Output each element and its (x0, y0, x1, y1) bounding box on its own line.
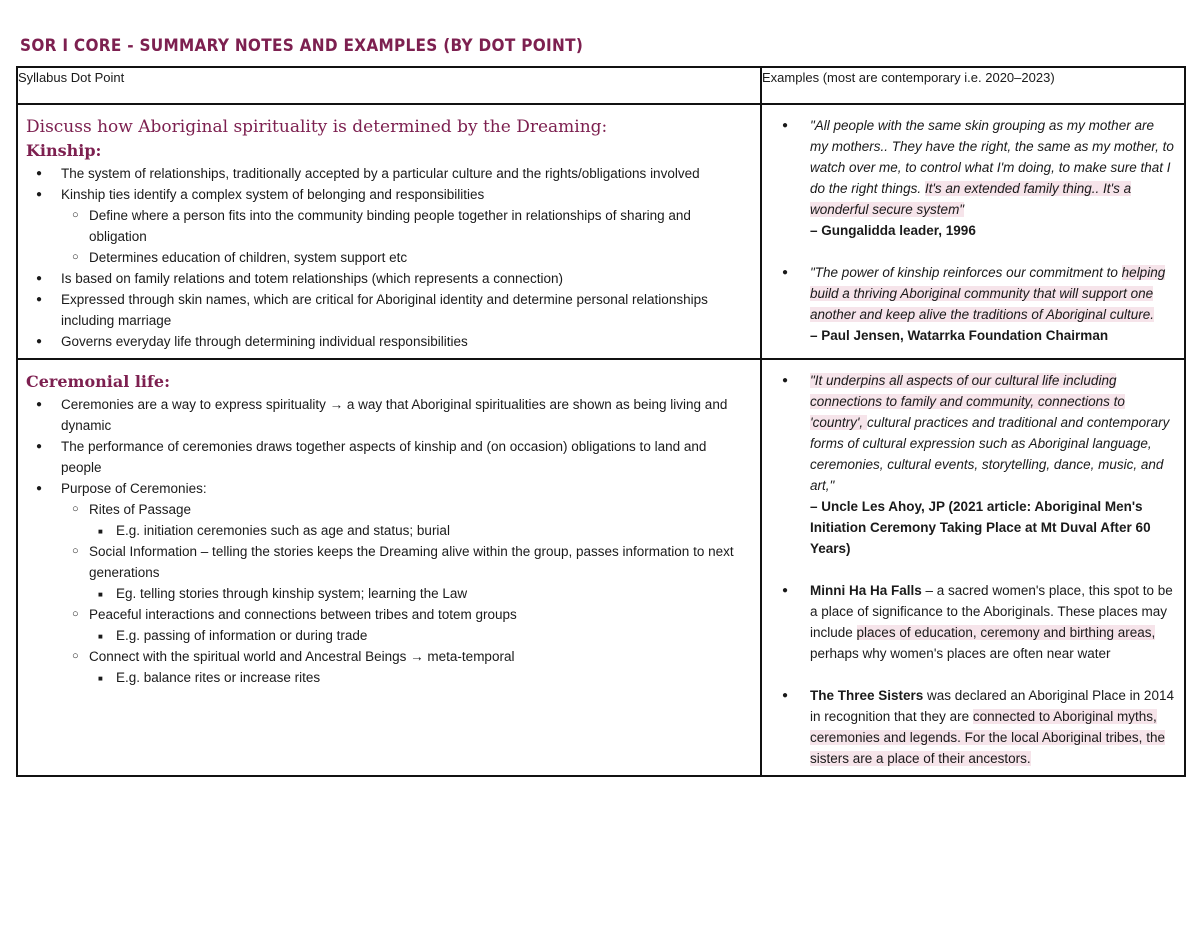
header-syllabus: Syllabus Dot Point (17, 67, 761, 104)
list-item: ■ E.g. balance rites or increase rites (26, 667, 750, 688)
dot-point-heading: Discuss how Aboriginal spirituality is determined by the Dreaming: (26, 117, 608, 137)
list-item: ○ Social Information – telling the stories keeps the Dreaming alive within the group, passes information to next generations (26, 541, 750, 583)
page-title: SOR I CORE - SUMMARY NOTES AND EXAMPLES (BY DOT POINT) (20, 36, 584, 56)
list-item: ○ Define where a person fits into the community binding people together in relationships of sharing and obligation (26, 205, 750, 247)
list-item: ■ E.g. initiation ceremonies such as age and status; burial (26, 520, 750, 541)
list-item: ○ Peaceful interactions and connections between tribes and totem groups (26, 604, 750, 625)
examples-cell-kinship (761, 104, 1185, 359)
list-item: ● Ceremonies are a way to express spirituality → a way that Aboriginal spiritualities are shown as being living and dynamic (26, 394, 750, 436)
example-three-sisters: ● The Three Sisters was declared an Aboriginal Place in 2014 in recognition that they are connected to Aboriginal myths, ceremonies and legends. For the local Aboriginal tribes, the sisters are a place of their ancestors. (782, 685, 1174, 769)
list-item: ■ Eg. telling stories through kinship system; learning the Law (26, 583, 750, 604)
kinship-subheading: Kinship: (26, 141, 102, 160)
examples-cell-ceremonial (761, 359, 1185, 776)
ceremonial-heading: Ceremonial life: (26, 372, 170, 391)
list-item: ○ Determines education of children, system support etc (26, 247, 750, 268)
example-quote-jensen: ● "The power of kinship reinforces our commitment to helping build a thriving Aboriginal community that will support one another and keep alive the traditions of Aboriginal culture. – Paul Jensen, Watarrka Foundation Chairman (782, 262, 1174, 346)
example-minni-ha-ha-falls: ● Minni Ha Ha Falls – a sacred women's place, this spot to be a place of significance to the Aboriginals. These places may include places of education, ceremony and birthing areas, perhaps why women's places are often near water (782, 580, 1174, 664)
table-row (17, 104, 1185, 359)
list-item: ● The performance of ceremonies draws together aspects of kinship and (on occasion) obligations to land and people (26, 436, 750, 478)
kinship-list (26, 163, 750, 205)
list-item: ● Is based on family relations and totem relationships (which represents a connection) (26, 268, 750, 289)
table-row (17, 359, 1185, 776)
list-item: ○ Connect with the spiritual world and Ancestral Beings → meta-temporal (26, 646, 750, 667)
list-item: ○ Rites of Passage (26, 499, 750, 520)
purpose-list (26, 499, 750, 520)
kinship-list-continued (26, 268, 750, 352)
summary-table (16, 66, 1186, 777)
list-item: ● The system of relationships, traditionally accepted by a particular culture and the rights/obligations involved (26, 163, 750, 184)
list-item: ■ E.g. passing of information or during trade (26, 625, 750, 646)
kinship-sublist (26, 205, 750, 268)
ceremonial-list (26, 394, 750, 499)
list-item: ● Expressed through skin names, which are critical for Aboriginal identity and determine personal relationships including marriage (26, 289, 750, 331)
syllabus-cell-ceremonial (17, 359, 761, 776)
list-item: ● Purpose of Ceremonies: (26, 478, 750, 499)
example-quote-gungalidda: ● "All people with the same skin grouping as my mother are my mothers.. They have the right, the same as my mother, to watch over me, to control what I'm doing, to make sure that I do the right things. It's an extended family thing.. It's a wonderful secure system" – Gungalidda leader, 1996 (782, 115, 1174, 241)
table-header-row (17, 67, 1185, 104)
list-item: ● Kinship ties identify a complex system of belonging and responsibilities (26, 184, 750, 205)
syllabus-cell-kinship (17, 104, 761, 359)
list-item: ● Governs everyday life through determining individual responsibilities (26, 331, 750, 352)
example-quote-ahoy: ● "It underpins all aspects of our cultural life including connections to family and community, connections to 'country', cultural practices and traditional and contemporary forms of cultural expression such as Aboriginal language, ceremonies, cultural events, storytelling, dance, music, and art," – Uncle Les Ahoy, JP (2021 article: Aboriginal Men's Initiation Ceremony Taking Place at Mt Duval After 60 Years) (782, 370, 1174, 559)
header-examples: Examples (most are contemporary i.e. 2020–2023) (761, 67, 1185, 104)
